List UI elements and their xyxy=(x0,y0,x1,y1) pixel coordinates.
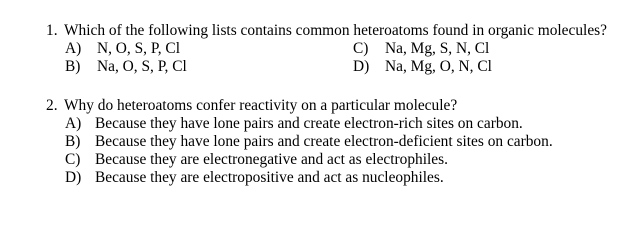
q1-option-d xyxy=(353,58,492,76)
option-letter: D) xyxy=(65,169,82,186)
option-letter: A) xyxy=(65,115,82,132)
option-letter: B) xyxy=(65,133,81,150)
option-text: Na, Mg, O, N, Cl xyxy=(385,58,492,75)
question-text: Why do heteroatoms confer reactivity on a particular molecule? xyxy=(64,97,458,114)
q2-option-c xyxy=(65,151,448,169)
option-text: Because they have lone pairs and create electron-deficient sites on carbon. xyxy=(95,133,553,150)
option-text: Because they have lone pairs and create electron-rich sites on carbon. xyxy=(95,115,523,132)
option-letter: D) xyxy=(353,58,370,75)
q2-option-b xyxy=(65,133,553,151)
q2-option-d xyxy=(65,169,444,187)
option-text: Because they are electronegative and act as electrophiles. xyxy=(95,151,448,168)
q1-option-b xyxy=(65,58,187,76)
option-letter: C) xyxy=(353,40,369,57)
question-text: Which of the following lists contains common heteroatoms found in organic molecules? xyxy=(64,22,607,39)
option-text: Because they are electropositive and act as nucleophiles. xyxy=(95,169,444,186)
question-number: 1. xyxy=(46,22,58,39)
option-text: N, O, S, P, Cl xyxy=(97,40,180,57)
option-letter: A) xyxy=(65,40,82,57)
q1-option-a xyxy=(65,40,180,58)
q1-option-c xyxy=(353,40,489,58)
question-1 xyxy=(46,22,607,40)
question-2 xyxy=(46,97,457,115)
option-letter: C) xyxy=(65,151,81,168)
q2-option-a xyxy=(65,115,523,133)
question-number: 2. xyxy=(46,97,58,114)
option-letter: B) xyxy=(65,58,81,75)
option-text: Na, Mg, S, N, Cl xyxy=(385,40,490,57)
option-text: Na, O, S, P, Cl xyxy=(97,58,187,75)
